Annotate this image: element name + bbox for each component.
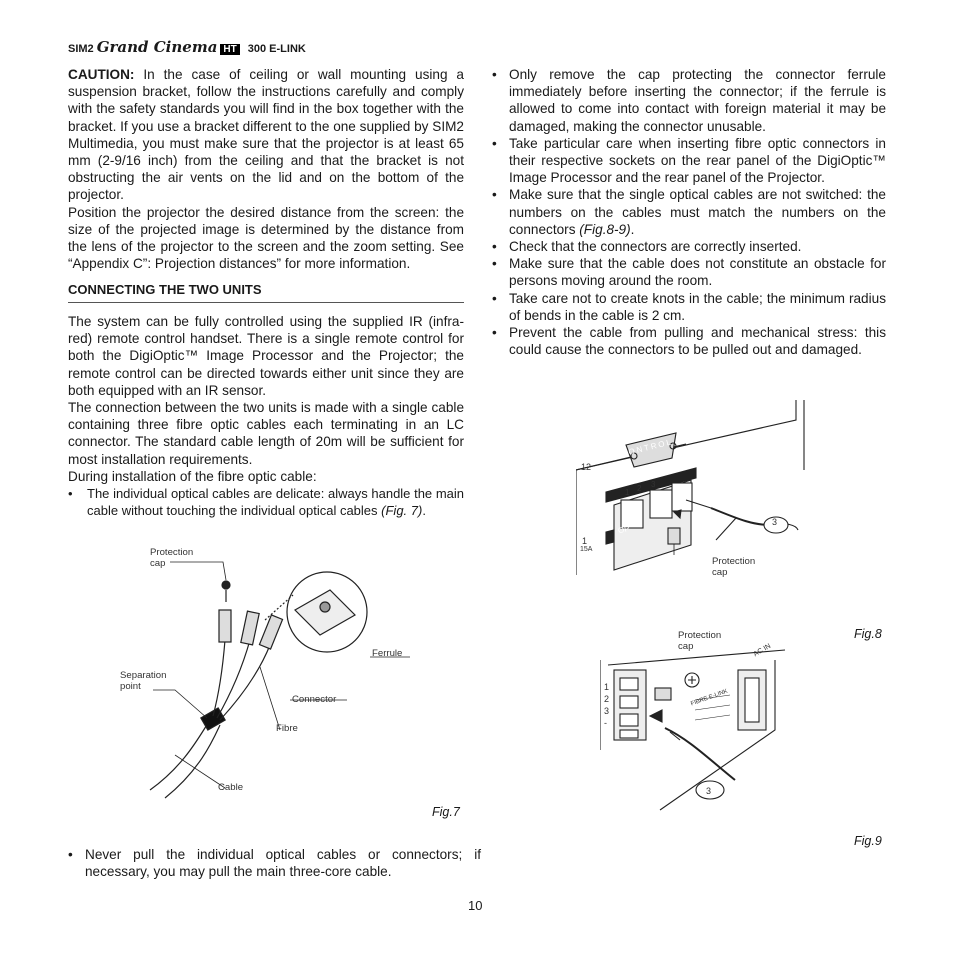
bullet-end: . bbox=[422, 503, 426, 519]
fig8-protection-cap-label: Protection cap bbox=[712, 556, 756, 578]
label-protection-cap: Protection cap bbox=[150, 547, 194, 569]
bullet-item bbox=[492, 135, 886, 187]
model-name: 300 E-LINK bbox=[247, 43, 306, 55]
position-paragraph: Position the projector the desired distance from the screen: the size of the projected image is determined by the distance from the lens of the projector to the screen and the zoom setting. See “Appendix C”: Projection distances” for more information. bbox=[68, 204, 464, 272]
fig8-panel-side: OP bbox=[617, 523, 631, 536]
page-header bbox=[68, 38, 306, 56]
fig9-number: 2 bbox=[604, 694, 610, 704]
section-title: CONNECTING THE TWO UNITS bbox=[68, 282, 262, 297]
bullet-item bbox=[492, 186, 886, 238]
bullet-text: Prevent the cable from pulling and mechanical stress: this could cause the connectors to be pulled out and damaged. bbox=[509, 325, 886, 358]
caution-paragraph bbox=[68, 66, 464, 204]
fig8-port-number: 1 bbox=[625, 488, 630, 497]
page-number: 10 bbox=[468, 898, 483, 913]
bullet-item bbox=[492, 290, 886, 324]
bullet-text: Only remove the cap protecting the connector ferrule immediately before inserting the connector; if the ferrule is allowed to come into contact with foreign material it may be damaged, making the connector unusable. bbox=[509, 67, 886, 134]
figure-reference: (Fig. 7) bbox=[381, 503, 423, 519]
fig8-port-number: 3 bbox=[651, 480, 656, 489]
fig9-ac-label: AC IN bbox=[752, 642, 773, 659]
label-cable: Cable bbox=[218, 782, 244, 793]
label-ferrule: Ferrule bbox=[372, 648, 403, 659]
bullet-item bbox=[492, 238, 886, 255]
bullet-dot: • bbox=[68, 486, 73, 502]
para-connection: The connection between the two units is made with a single cable containing three fibre optic cables each terminating in an LC connector. The standard cable length of 20m will be sufficient for most installation requirements. bbox=[68, 400, 464, 467]
figure-7-caption: Fig.7 bbox=[432, 805, 460, 819]
bullet-dot: • bbox=[492, 325, 497, 341]
bullet-end: . bbox=[630, 221, 635, 237]
bullet-item bbox=[68, 485, 464, 519]
bullet-text: Make sure that the cable does not constitute an obstacle for persons moving around the room. bbox=[509, 256, 886, 289]
label-fibre: Fibre bbox=[276, 723, 298, 734]
left-column-body bbox=[68, 313, 464, 519]
bullet-dot: • bbox=[492, 290, 497, 306]
para-during-install: During installation of the fibre optic cable: bbox=[68, 468, 317, 484]
bullet-dot: • bbox=[492, 135, 497, 151]
label-separation-point: Separation point bbox=[120, 670, 167, 692]
figure-9-caption: Fig.9 bbox=[854, 834, 882, 848]
caution-label: CAUTION: bbox=[68, 67, 135, 82]
bullet-dot: • bbox=[492, 187, 497, 203]
section-heading bbox=[68, 281, 464, 303]
bullet-text: Make sure that the single optical cables are not switched: the numbers on the cables must match the numbers on the connectors bbox=[509, 187, 886, 237]
fig8-panel-text: CONTROL IRS bbox=[620, 429, 705, 459]
left-column-top bbox=[68, 66, 464, 272]
brand-badge: HT bbox=[220, 44, 239, 55]
bullet-text: Take care not to create knots in the cable; the minimum radius of bends in the cable is 2 cm. bbox=[509, 290, 886, 323]
bullet-text: Check that the connectors are correctly inserted. bbox=[509, 239, 802, 255]
fig8-port-number: 2 bbox=[637, 484, 642, 493]
bullet-text: The individual optical cables are delicate: always handle the main cable without touching the individual optical cables bbox=[87, 486, 464, 519]
figure-8-illustration bbox=[576, 400, 816, 580]
bullet-never-pull bbox=[68, 846, 481, 880]
bullet-text: Never pull the individual optical cables or connectors; if necessary, you may pull the main three-core cable. bbox=[85, 847, 481, 880]
brand-script: Grand Cinema bbox=[96, 38, 218, 56]
brand-prefix: SIM2 bbox=[68, 43, 94, 55]
figure-9-illustration bbox=[600, 640, 800, 820]
bullet-item bbox=[492, 66, 886, 135]
bullet-item bbox=[492, 324, 886, 358]
fig8-left-text-2: 1 bbox=[582, 536, 588, 546]
figure-reference: (Fig.8-9) bbox=[579, 221, 631, 237]
bullet-dot: • bbox=[492, 67, 497, 82]
fig9-panel-label: FIBRE E-LINK bbox=[690, 688, 729, 708]
caution-text: In the case of ceiling or wall mounting using a suspension bracket, follow the instructions carefully and comply with the safety standards you will find in the box together with the bracket. If you use a bracket different to the one supplied by SIM2 Multimedia, you must make sure that the projector is at least 65 mm (2-9/16 inch) from the ceiling and that the bracket is not obstructing the air vents on the lid and on the bottom of the projector. bbox=[68, 67, 464, 203]
bullet-dot: • bbox=[492, 256, 497, 272]
figure-8-caption: Fig.8 bbox=[854, 627, 882, 641]
fig9-tag-number: 3 bbox=[706, 786, 712, 796]
bullet-text: Take particular care when inserting fibre optic connectors in their respective sockets on the rear panel of the DigiOptic™ Image Processor and the rear panel of the Projector. bbox=[509, 135, 886, 186]
right-column-bullets bbox=[492, 66, 886, 358]
bullet-item bbox=[492, 255, 886, 289]
fig8-tag-number: 3 bbox=[772, 517, 778, 527]
fig8-left-text-3: 15A bbox=[580, 546, 593, 553]
fig9-protection-cap-label: Protection cap bbox=[678, 630, 722, 652]
bullet-dot: • bbox=[68, 847, 73, 862]
label-connector: Connector bbox=[292, 694, 337, 705]
fig9-number: 3 bbox=[604, 706, 610, 716]
fig8-left-text: 12 bbox=[581, 462, 592, 472]
fig9-number: - bbox=[604, 718, 607, 728]
para-remote-control: The system can be fully controlled using the supplied IR (infra-red) remote control handset. There is a single remote control for both the DigiOptic™ Image Processor and the Projector; the remote control can be directed towards either unit since they are both equipped with an IR sensor. bbox=[68, 314, 464, 398]
bullet-dot: • bbox=[492, 239, 497, 255]
fig9-number: 1 bbox=[604, 682, 610, 692]
